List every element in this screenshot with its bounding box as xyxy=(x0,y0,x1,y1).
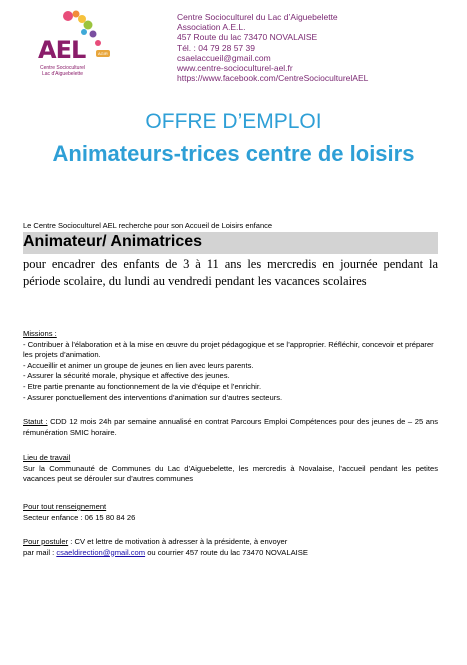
logo-text: AEL xyxy=(38,36,86,64)
logo-badge: AGIR xyxy=(98,51,108,56)
contact-facebook[interactable]: https://www.facebook.com/CentreSocioculturelAEL xyxy=(177,73,369,84)
ael-logo xyxy=(38,10,114,76)
postuler-address: ou courrier 457 route du lac 73470 NOVALAISE xyxy=(145,547,308,557)
poste-banner xyxy=(23,232,438,254)
contact-email[interactable]: csaelaccueil@gmail.com xyxy=(177,52,271,63)
lieu-label: Lieu de travail xyxy=(23,453,71,462)
postuler-label: Pour postuler xyxy=(23,537,69,546)
contact-block xyxy=(177,12,368,83)
postuler-section xyxy=(23,537,438,558)
mission-item: - Etre partie prenante au fonctionnement de la vie d’équipe et l’enrichir. xyxy=(23,381,262,391)
mission-item: - Accueillir et animer un groupe de jeunes en lien avec leurs parents. xyxy=(23,360,254,370)
renseignement-text: Secteur enfance : 06 15 80 84 26 xyxy=(23,512,136,522)
postuler-email-link[interactable]: csaeldirection@gmail.com xyxy=(56,547,146,557)
lieu-text: Sur la Communauté de Communes du Lac d’Aiguebelette, les mercredis à Novalaise, l’accueil pendant les petites vacances peut se dérouler sur d’autres communes xyxy=(23,463,438,484)
mission-item: - Assurer ponctuellement des interventions d’animation sur d’autres secteurs. xyxy=(23,392,283,402)
contact-phone: Tél. : 04 79 28 57 39 xyxy=(177,42,255,53)
contact-name: Centre Socioculturel du Lac d’Aiguebelette xyxy=(177,12,338,22)
postuler-text: : CV et lettre de motivation à adresser à la présidente, à envoyer xyxy=(68,537,288,546)
statut-text: CDD 12 mois 24h par semaine annualisé en contrat Parcours Emploi Compétences pour des jeunes de – 25 ans rémunération SMIC horaire. xyxy=(23,417,439,437)
statut-section xyxy=(23,417,438,438)
logo-subtitle: Lac d'Aiguebelette xyxy=(42,71,83,77)
renseignement-label: Pour tout renseignement xyxy=(23,502,107,511)
mission-item: - Assurer la sécurité morale, physique et affective des jeunes. xyxy=(23,371,230,381)
job-title: Animateurs-trices centre de loisirs xyxy=(52,141,415,166)
contact-website[interactable]: www.centre-socioculturel-ael.fr xyxy=(177,63,293,74)
missions-label: Missions : xyxy=(23,329,57,338)
postuler-mail-label: par mail : xyxy=(23,547,57,557)
statut-label: Statut : xyxy=(23,417,48,426)
renseignement-section xyxy=(23,502,438,523)
mission-item: - Contribuer à l’élaboration et à la mise en œuvre du projet pédagogique et se l’approprier. Réfléchir, concevoir et préparer les projets d’animation. xyxy=(23,339,434,360)
poste-label: Animateur/ Animatrices xyxy=(23,233,203,250)
missions-section xyxy=(23,329,438,403)
intro-text: Le Centre Socioculturel AEL recherche pour son Accueil de Loisirs enfance xyxy=(23,221,273,230)
lieu-section xyxy=(23,453,438,485)
contact-association: Association A.E.L. xyxy=(177,22,246,33)
offre-heading: OFFRE D’EMPLOI xyxy=(145,110,322,133)
contact-address: 457 Route du lac 73470 NOVALAISE xyxy=(177,32,318,43)
logo-subtitle: Centre Socioculturel xyxy=(40,65,86,71)
job-description: pour encadrer des enfants de 3 à 11 ans les mercredis en journée pendant la période scolaire, du lundi au vendredi pendant les vacances scolaires xyxy=(23,257,438,288)
